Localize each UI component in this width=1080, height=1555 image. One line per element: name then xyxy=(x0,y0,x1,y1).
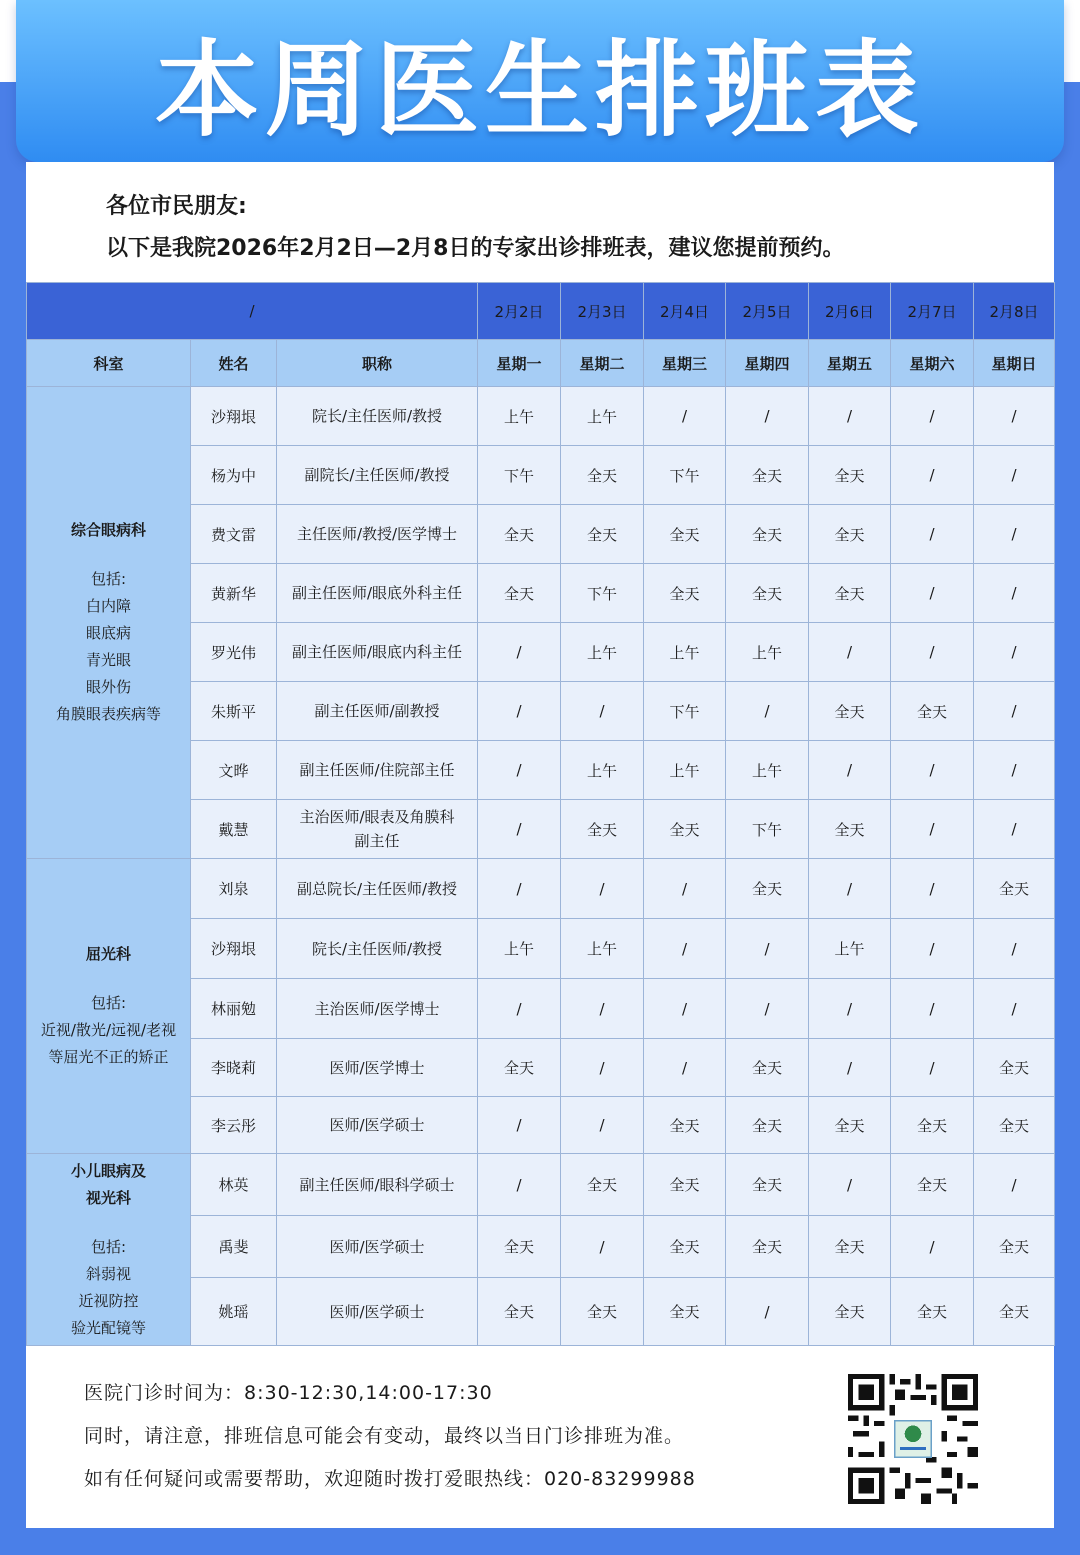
schedule-slot: 全天 xyxy=(644,564,726,623)
doctor-title: 主任医师/教授/医学博士 xyxy=(296,525,458,543)
department-subspecialty: 斜弱视 xyxy=(85,1264,131,1283)
doctor-title-cell xyxy=(277,682,478,741)
department-include-label: 包括: xyxy=(90,570,127,588)
department-name-line-2: 视光科 xyxy=(85,1188,131,1207)
date-header-row xyxy=(27,283,1055,340)
schedule-slot: 全天 xyxy=(644,505,726,564)
schedule-slot: / xyxy=(809,741,891,800)
date-header: 2月8日 xyxy=(974,283,1055,340)
weekday-header: 星期日 xyxy=(974,340,1055,387)
schedule-slot: / xyxy=(891,919,974,979)
doctor-title-cell xyxy=(277,800,478,859)
schedule-slot: 全天 xyxy=(726,1154,809,1216)
schedule-slot: 全天 xyxy=(809,682,891,741)
schedule-slot: / xyxy=(561,1097,644,1154)
department-subspecialty: 等屈光不正的矫正 xyxy=(48,1048,169,1066)
schedule-slot: 全天 xyxy=(974,1039,1055,1097)
doctor-title: 副主任医师/眼底内科主任 xyxy=(291,643,463,661)
schedule-slot: / xyxy=(974,623,1055,682)
table-row xyxy=(27,387,1055,446)
schedule-slot: / xyxy=(974,741,1055,800)
doctor-title-cell xyxy=(277,979,478,1039)
schedule-slot: / xyxy=(891,859,974,919)
schedule-slot: 全天 xyxy=(726,859,809,919)
schedule-slot: / xyxy=(561,1039,644,1097)
schedule-slot: 全天 xyxy=(809,1278,891,1346)
doctor-title-cell xyxy=(277,1216,478,1278)
doctor-title-cell xyxy=(277,1154,478,1216)
doctor-title: 副主任医师/住院部主任 xyxy=(299,761,455,779)
department-subspecialty: 验光配镜等 xyxy=(70,1318,146,1337)
schedule-slot: / xyxy=(726,387,809,446)
column-header-dept: 科室 xyxy=(27,340,191,387)
schedule-slot: / xyxy=(561,1216,644,1278)
schedule-slot: 全天 xyxy=(478,1278,561,1346)
schedule-slot: 上午 xyxy=(726,741,809,800)
doctor-title-line-2: 副主任 xyxy=(354,832,400,850)
date-header: 2月6日 xyxy=(809,283,891,340)
schedule-slot: / xyxy=(891,446,974,505)
schedule-slot: / xyxy=(974,564,1055,623)
doctor-name: 李晓莉 xyxy=(191,1039,277,1097)
doctor-name: 杨为中 xyxy=(191,446,277,505)
schedule-slot: / xyxy=(478,623,561,682)
doctor-name: 李云彤 xyxy=(191,1097,277,1154)
schedule-slot: 全天 xyxy=(726,1216,809,1278)
schedule-slot: / xyxy=(891,564,974,623)
schedule-slot: / xyxy=(974,505,1055,564)
schedule-slot: / xyxy=(809,1154,891,1216)
doctor-title: 副主任医师/眼底外科主任 xyxy=(291,584,463,602)
doctor-name: 林英 xyxy=(191,1154,277,1216)
schedule-slot: / xyxy=(974,387,1055,446)
schedule-slot: 全天 xyxy=(891,682,974,741)
schedule-slot: / xyxy=(478,800,561,859)
schedule-slot: 全天 xyxy=(809,564,891,623)
doctor-title: 医师/医学博士 xyxy=(329,1058,425,1077)
schedule-slot: 全天 xyxy=(478,564,561,623)
schedule-slot: 全天 xyxy=(891,1278,974,1346)
schedule-slot: 全天 xyxy=(809,505,891,564)
schedule-slot: 全天 xyxy=(644,1154,726,1216)
doctor-title: 副主任医师/眼科学硕士 xyxy=(299,1175,455,1194)
department-cell xyxy=(27,859,191,1154)
schedule-slot: 全天 xyxy=(561,446,644,505)
schedule-slot: 全天 xyxy=(478,1216,561,1278)
doctor-name: 沙翔垠 xyxy=(191,919,277,979)
date-header: 2月4日 xyxy=(644,283,726,340)
schedule-slot: 下午 xyxy=(561,564,644,623)
schedule-slot: 全天 xyxy=(891,1097,974,1154)
department-subspecialty: 近视/散光/远视/老视 xyxy=(40,1021,177,1039)
schedule-slot: 全天 xyxy=(974,1097,1055,1154)
weekday-header: 星期一 xyxy=(478,340,561,387)
doctor-name: 林丽勉 xyxy=(191,979,277,1039)
weekday-header: 星期四 xyxy=(726,340,809,387)
doctor-title: 医师/医学硕士 xyxy=(329,1237,425,1256)
schedule-slot: 上午 xyxy=(726,623,809,682)
doctor-name: 姚瑶 xyxy=(191,1278,277,1346)
schedule-slot: 上午 xyxy=(644,741,726,800)
schedule-slot: 全天 xyxy=(561,1154,644,1216)
schedule-table-wrap xyxy=(26,282,1054,1346)
table-row xyxy=(27,859,1055,919)
schedule-slot: 全天 xyxy=(726,446,809,505)
footer-info xyxy=(84,1372,696,1501)
schedule-slot: / xyxy=(726,979,809,1039)
doctor-name: 黄新华 xyxy=(191,564,277,623)
schedule-slot: 全天 xyxy=(809,1216,891,1278)
date-header: 2月5日 xyxy=(726,283,809,340)
table-row xyxy=(27,1154,1055,1216)
schedule-slot: / xyxy=(809,1039,891,1097)
weekday-header: 星期六 xyxy=(891,340,974,387)
doctor-title-cell xyxy=(277,919,478,979)
doctor-name: 罗光伟 xyxy=(191,623,277,682)
weekday-header: 星期二 xyxy=(561,340,644,387)
doctor-title: 主治医师/眼表及角膜科 xyxy=(299,808,455,826)
department-name: 屈光科 xyxy=(85,945,131,963)
department-subspecialty: 角膜眼表疾病等 xyxy=(55,705,161,723)
schedule-slot: 全天 xyxy=(809,1097,891,1154)
schedule-slot: 下午 xyxy=(478,446,561,505)
schedule-slot: 下午 xyxy=(726,800,809,859)
schedule-slot: 全天 xyxy=(891,1154,974,1216)
doctor-name: 沙翔垠 xyxy=(191,387,277,446)
schedule-slot: / xyxy=(974,979,1055,1039)
doctor-title-cell xyxy=(277,387,478,446)
department-cell xyxy=(27,1154,191,1346)
schedule-slot: 全天 xyxy=(644,1216,726,1278)
schedule-slot: / xyxy=(891,1216,974,1278)
department-subspecialty: 白内障 xyxy=(85,597,131,615)
schedule-slot: / xyxy=(644,919,726,979)
column-header-title: 职称 xyxy=(277,340,478,387)
hotline: 如有任何疑问或需要帮助，欢迎随时拨打爱眼热线：020-83299988 xyxy=(84,1468,696,1490)
schedule-slot: 全天 xyxy=(809,800,891,859)
doctor-title-cell xyxy=(277,1039,478,1097)
schedule-slot: 全天 xyxy=(644,1097,726,1154)
schedule-slot: / xyxy=(891,1039,974,1097)
doctor-name: 费文雷 xyxy=(191,505,277,564)
qr-code-icon[interactable] xyxy=(848,1374,978,1504)
schedule-slot: / xyxy=(726,682,809,741)
schedule-slot: 全天 xyxy=(478,1039,561,1097)
department-subspecialty: 眼底病 xyxy=(85,624,131,642)
schedule-slot: / xyxy=(974,919,1055,979)
greeting xyxy=(106,186,844,270)
schedule-slot: / xyxy=(891,387,974,446)
clinic-hours: 医院门诊时间为：8:30-12:30,14:00-17:30 xyxy=(84,1382,493,1404)
doctor-title: 副总院长/主任医师/教授 xyxy=(296,879,458,898)
doctor-title-cell xyxy=(277,623,478,682)
schedule-slot: 上午 xyxy=(561,623,644,682)
schedule-slot: / xyxy=(974,446,1055,505)
schedule-table xyxy=(26,282,1055,1346)
schedule-slot: / xyxy=(891,505,974,564)
doctor-name: 戴慧 xyxy=(191,800,277,859)
weekday-header-row xyxy=(27,340,1055,387)
page-title: 本周医生排班表 xyxy=(154,29,925,151)
schedule-slot: 上午 xyxy=(809,919,891,979)
doctor-title-cell xyxy=(277,741,478,800)
doctor-title: 副主任医师/副教授 xyxy=(314,702,440,720)
header-slash: / xyxy=(27,283,478,340)
department-subspecialty: 近视防控 xyxy=(78,1291,139,1310)
department-subspecialty: 眼外伤 xyxy=(85,678,131,696)
schedule-slot: 全天 xyxy=(726,505,809,564)
schedule-slot: / xyxy=(478,682,561,741)
schedule-slot: / xyxy=(561,979,644,1039)
schedule-slot: / xyxy=(974,682,1055,741)
schedule-slot: 全天 xyxy=(726,564,809,623)
greeting-line-2: 以下是我院2026年2月2日—2月8日的专家出诊排班表，建议您提前预约。 xyxy=(106,236,845,261)
department-name: 综合眼病科 xyxy=(70,521,146,539)
doctor-name: 朱斯平 xyxy=(191,682,277,741)
schedule-slot: / xyxy=(891,623,974,682)
schedule-slot: / xyxy=(891,741,974,800)
schedule-slot: / xyxy=(561,859,644,919)
schedule-slot: / xyxy=(891,979,974,1039)
schedule-slot: / xyxy=(974,800,1055,859)
schedule-slot: / xyxy=(478,1097,561,1154)
schedule-slot: 全天 xyxy=(974,859,1055,919)
schedule-slot: / xyxy=(809,387,891,446)
schedule-slot: 上午 xyxy=(478,387,561,446)
department-name: 小儿眼病及 xyxy=(70,1161,146,1180)
schedule-slot: / xyxy=(891,800,974,859)
doctor-title-cell xyxy=(277,859,478,919)
schedule-notice: 同时，请注意，排班信息可能会有变动，最终以当日门诊排班为准。 xyxy=(84,1425,685,1447)
department-include-label: 包括: xyxy=(90,994,127,1012)
schedule-slot: / xyxy=(644,387,726,446)
column-header-name: 姓名 xyxy=(191,340,277,387)
greeting-line-1: 各位市民朋友: xyxy=(106,194,247,219)
weekday-header: 星期三 xyxy=(644,340,726,387)
schedule-slot: / xyxy=(478,979,561,1039)
schedule-slot: 全天 xyxy=(726,1039,809,1097)
schedule-slot: 下午 xyxy=(644,446,726,505)
schedule-slot: / xyxy=(809,979,891,1039)
schedule-slot: 全天 xyxy=(561,800,644,859)
schedule-slot: / xyxy=(644,979,726,1039)
schedule-slot: 全天 xyxy=(644,1278,726,1346)
department-include-label: 包括: xyxy=(90,1237,127,1256)
schedule-slot: / xyxy=(974,1154,1055,1216)
schedule-slot: 全天 xyxy=(974,1216,1055,1278)
schedule-slot: / xyxy=(644,859,726,919)
doctor-name: 禹斐 xyxy=(191,1216,277,1278)
schedule-body xyxy=(27,387,1055,1346)
schedule-slot: 上午 xyxy=(478,919,561,979)
title-banner xyxy=(16,0,1064,162)
date-header: 2月3日 xyxy=(561,283,644,340)
schedule-panel xyxy=(26,162,1054,1528)
doctor-title: 院长/主任医师/教授 xyxy=(311,939,443,958)
schedule-slot: 上午 xyxy=(561,741,644,800)
schedule-slot: / xyxy=(809,859,891,919)
schedule-slot: / xyxy=(561,682,644,741)
schedule-slot: / xyxy=(644,1039,726,1097)
schedule-slot: / xyxy=(478,1154,561,1216)
schedule-slot: 上午 xyxy=(644,623,726,682)
schedule-slot: 下午 xyxy=(644,682,726,741)
schedule-slot: 全天 xyxy=(478,505,561,564)
department-cell xyxy=(27,387,191,859)
schedule-slot: / xyxy=(478,741,561,800)
schedule-slot: 全天 xyxy=(974,1278,1055,1346)
doctor-title-cell xyxy=(277,1097,478,1154)
doctor-title-cell xyxy=(277,505,478,564)
schedule-slot: / xyxy=(726,919,809,979)
department-subspecialty: 青光眼 xyxy=(85,651,131,669)
doctor-name: 刘泉 xyxy=(191,859,277,919)
doctor-title: 主治医师/医学博士 xyxy=(314,999,440,1018)
weekday-header: 星期五 xyxy=(809,340,891,387)
date-header: 2月7日 xyxy=(891,283,974,340)
doctor-title-cell xyxy=(277,446,478,505)
schedule-slot: / xyxy=(809,623,891,682)
schedule-slot: 全天 xyxy=(809,446,891,505)
doctor-title-cell xyxy=(277,1278,478,1346)
doctor-title: 院长/主任医师/教授 xyxy=(311,407,443,425)
doctor-title: 医师/医学硕士 xyxy=(329,1302,425,1321)
schedule-slot: 上午 xyxy=(561,919,644,979)
schedule-slot: 全天 xyxy=(561,505,644,564)
schedule-slot: 上午 xyxy=(561,387,644,446)
schedule-slot: / xyxy=(478,859,561,919)
schedule-slot: / xyxy=(726,1278,809,1346)
doctor-title: 医师/医学硕士 xyxy=(329,1116,425,1134)
doctor-name: 文晔 xyxy=(191,741,277,800)
doctor-title-cell xyxy=(277,564,478,623)
doctor-title: 副院长/主任医师/教授 xyxy=(304,466,450,484)
schedule-slot: 全天 xyxy=(726,1097,809,1154)
date-header: 2月2日 xyxy=(478,283,561,340)
schedule-slot: 全天 xyxy=(644,800,726,859)
schedule-slot: 全天 xyxy=(561,1278,644,1346)
